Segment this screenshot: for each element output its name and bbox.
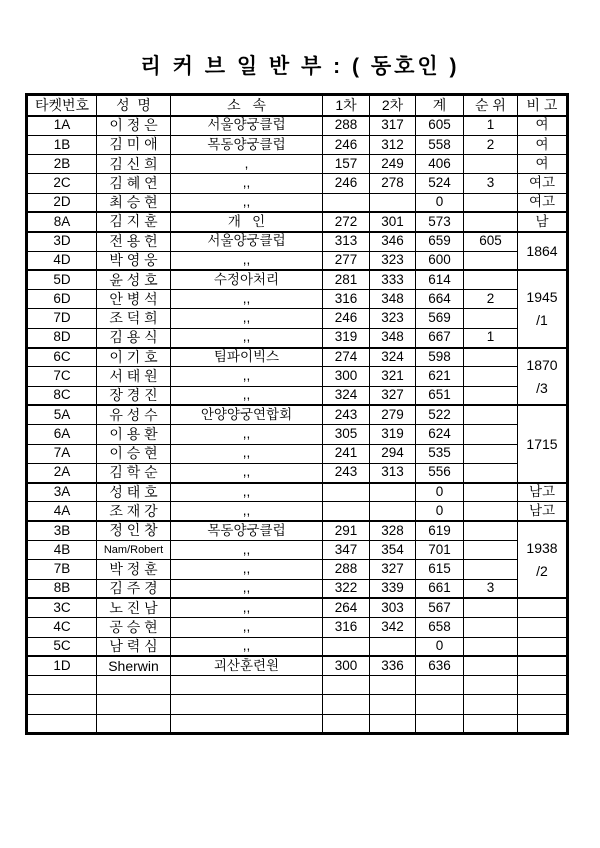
cell-round1: 246 — [323, 174, 370, 193]
cell-note — [518, 656, 568, 675]
cell-total: 0 — [416, 483, 464, 502]
cell-round1: 243 — [323, 463, 370, 482]
cell-total: 615 — [416, 560, 464, 579]
cell-round2: 321 — [370, 367, 416, 386]
cell-rank — [464, 155, 518, 174]
cell-target: 7D — [27, 309, 97, 328]
cell-rank — [464, 367, 518, 386]
cell-target: 3C — [27, 598, 97, 617]
cell-club: ,, — [171, 328, 323, 347]
cell-rank: 1 — [464, 328, 518, 347]
cell-round2 — [370, 695, 416, 714]
cell-name: 이 승 현 — [97, 444, 171, 463]
cell-target: 8B — [27, 579, 97, 598]
cell-round1: 281 — [323, 270, 370, 289]
cell-name: Nam/Robert — [97, 541, 171, 560]
cell-target: 8A — [27, 212, 97, 231]
cell-round2 — [370, 502, 416, 521]
cell-round1: 272 — [323, 212, 370, 231]
cell-club: 괴산훈련원 — [171, 656, 323, 675]
cell-round1: 241 — [323, 444, 370, 463]
cell-target: 2D — [27, 193, 97, 212]
cell-club: ,, — [171, 290, 323, 309]
cell-rank: 3 — [464, 174, 518, 193]
cell-club: ,, — [171, 463, 323, 482]
cell-name — [97, 695, 171, 714]
cell-name — [97, 714, 171, 733]
cell-club: ,, — [171, 367, 323, 386]
cell-club: 서울양궁클럽 — [171, 116, 323, 135]
cell-note: 1938 /2 — [518, 521, 568, 598]
cell-round1: 316 — [323, 618, 370, 637]
cell-target: 6C — [27, 348, 97, 367]
table-row — [27, 618, 568, 637]
cell-note: 1715 — [518, 405, 568, 482]
cell-club: ,, — [171, 579, 323, 598]
score-table-header — [27, 95, 568, 117]
cell-round1: 277 — [323, 251, 370, 270]
cell-note — [518, 637, 568, 656]
cell-note — [518, 676, 568, 695]
cell-rank: 3 — [464, 579, 518, 598]
cell-rank — [464, 425, 518, 444]
cell-round1: 246 — [323, 135, 370, 154]
cell-target: 2C — [27, 174, 97, 193]
cell-rank — [464, 212, 518, 231]
table-row — [27, 212, 568, 231]
table-row — [27, 695, 568, 714]
cell-target: 6D — [27, 290, 97, 309]
cell-name: 서 태 원 — [97, 367, 171, 386]
cell-note: 남고 — [518, 483, 568, 502]
cell-note: 여 — [518, 135, 568, 154]
cell-club: 서울양궁클럽 — [171, 232, 323, 251]
cell-round2: 312 — [370, 135, 416, 154]
cell-club: ,, — [171, 386, 323, 405]
table-row — [27, 290, 568, 309]
cell-total: 0 — [416, 193, 464, 212]
cell-total: 558 — [416, 135, 464, 154]
cell-target — [27, 676, 97, 695]
cell-name: 안 병 석 — [97, 290, 171, 309]
cell-rank — [464, 521, 518, 540]
cell-club: ,, — [171, 444, 323, 463]
cell-round2: 323 — [370, 309, 416, 328]
cell-round1: 291 — [323, 521, 370, 540]
cell-rank — [464, 444, 518, 463]
cell-rank — [464, 386, 518, 405]
cell-round2: 346 — [370, 232, 416, 251]
header-affiliation: 소 속 — [171, 95, 323, 117]
cell-round2: 317 — [370, 116, 416, 135]
cell-target: 6A — [27, 425, 97, 444]
cell-round2: 279 — [370, 405, 416, 424]
cell-round1: 157 — [323, 155, 370, 174]
cell-note: 1870 /3 — [518, 348, 568, 406]
cell-note — [518, 714, 568, 733]
table-row — [27, 348, 568, 367]
cell-round2 — [370, 637, 416, 656]
cell-target — [27, 714, 97, 733]
header-round2: 2차 — [370, 95, 416, 117]
cell-rank — [464, 348, 518, 367]
cell-name: 전 용 헌 — [97, 232, 171, 251]
cell-target: 3D — [27, 232, 97, 251]
cell-rank — [464, 193, 518, 212]
cell-name: 김 미 애 — [97, 135, 171, 154]
cell-round2: 354 — [370, 541, 416, 560]
cell-club — [171, 676, 323, 695]
cell-note: 1864 — [518, 232, 568, 271]
cell-target: 7A — [27, 444, 97, 463]
cell-total: 614 — [416, 270, 464, 289]
cell-club: 팀파이빅스 — [171, 348, 323, 367]
cell-note: 여고 — [518, 193, 568, 212]
table-row — [27, 155, 568, 174]
cell-total: 573 — [416, 212, 464, 231]
cell-round1: 322 — [323, 579, 370, 598]
cell-round2: 301 — [370, 212, 416, 231]
cell-name: 김 혜 연 — [97, 174, 171, 193]
cell-note: 여 — [518, 116, 568, 135]
cell-round2: 348 — [370, 290, 416, 309]
cell-round2: 303 — [370, 598, 416, 617]
cell-total: 619 — [416, 521, 464, 540]
cell-round1: 305 — [323, 425, 370, 444]
cell-rank: 605 — [464, 232, 518, 251]
cell-rank — [464, 656, 518, 675]
header-target-number: 타켓번호 — [27, 95, 97, 117]
cell-name: 공 승 현 — [97, 618, 171, 637]
cell-rank — [464, 676, 518, 695]
cell-name: 남 력 심 — [97, 637, 171, 656]
cell-club — [171, 714, 323, 733]
table-row — [27, 444, 568, 463]
cell-target: 4A — [27, 502, 97, 521]
table-row — [27, 328, 568, 347]
cell-total: 567 — [416, 598, 464, 617]
cell-round1: 246 — [323, 309, 370, 328]
cell-round2: 339 — [370, 579, 416, 598]
cell-name: 박 정 훈 — [97, 560, 171, 579]
cell-rank — [464, 502, 518, 521]
cell-total: 524 — [416, 174, 464, 193]
cell-round2: 348 — [370, 328, 416, 347]
cell-name: 김 용 식 — [97, 328, 171, 347]
cell-note — [518, 695, 568, 714]
cell-round2: 294 — [370, 444, 416, 463]
cell-round1: 316 — [323, 290, 370, 309]
cell-rank — [464, 618, 518, 637]
cell-rank — [464, 598, 518, 617]
cell-note: 남 — [518, 212, 568, 231]
cell-round1 — [323, 483, 370, 502]
cell-name: 성 태 호 — [97, 483, 171, 502]
cell-round1: 347 — [323, 541, 370, 560]
cell-name: 윤 성 호 — [97, 270, 171, 289]
cell-total: 651 — [416, 386, 464, 405]
cell-rank — [464, 695, 518, 714]
cell-target: 5C — [27, 637, 97, 656]
cell-round2: 319 — [370, 425, 416, 444]
table-row — [27, 676, 568, 695]
cell-round2: 249 — [370, 155, 416, 174]
cell-total: 701 — [416, 541, 464, 560]
cell-total: 0 — [416, 502, 464, 521]
cell-target: 4C — [27, 618, 97, 637]
cell-club: ,, — [171, 193, 323, 212]
cell-round1 — [323, 637, 370, 656]
table-row — [27, 135, 568, 154]
cell-round2: 328 — [370, 521, 416, 540]
cell-name: 박 영 웅 — [97, 251, 171, 270]
cell-target — [27, 695, 97, 714]
cell-round2: 323 — [370, 251, 416, 270]
cell-round2: 336 — [370, 656, 416, 675]
cell-target: 1D — [27, 656, 97, 675]
cell-round2 — [370, 676, 416, 695]
cell-club: 목동양궁클럽 — [171, 521, 323, 540]
cell-target: 7C — [27, 367, 97, 386]
cell-club: ,, — [171, 618, 323, 637]
cell-club: ,, — [171, 309, 323, 328]
cell-name: 김 지 훈 — [97, 212, 171, 231]
table-row — [27, 386, 568, 405]
cell-rank — [464, 270, 518, 289]
cell-total — [416, 695, 464, 714]
table-row — [27, 541, 568, 560]
cell-total: 556 — [416, 463, 464, 482]
cell-club: ,, — [171, 541, 323, 560]
cell-club: ,, — [171, 598, 323, 617]
cell-name — [97, 676, 171, 695]
cell-club: ,, — [171, 637, 323, 656]
header-name: 성 명 — [97, 95, 171, 117]
cell-total: 522 — [416, 405, 464, 424]
cell-name: 조 재 강 — [97, 502, 171, 521]
cell-club: 수정아처리 — [171, 270, 323, 289]
page-title: 리 커 브 일 반 부 : ( 동호인 ) — [140, 55, 460, 78]
header-row — [27, 95, 568, 117]
cell-club: , — [171, 155, 323, 174]
cell-target: 2A — [27, 463, 97, 482]
cell-rank: 2 — [464, 290, 518, 309]
cell-total: 569 — [416, 309, 464, 328]
cell-total: 535 — [416, 444, 464, 463]
cell-round2 — [370, 193, 416, 212]
cell-round2: 313 — [370, 463, 416, 482]
cell-total: 636 — [416, 656, 464, 675]
cell-name: 이 정 은 — [97, 116, 171, 135]
cell-target: 5D — [27, 270, 97, 289]
cell-name: 조 덕 희 — [97, 309, 171, 328]
cell-name: 최 승 현 — [97, 193, 171, 212]
cell-club: 개 인 — [171, 212, 323, 231]
cell-target: 1B — [27, 135, 97, 154]
cell-round1: 288 — [323, 560, 370, 579]
cell-round1: 243 — [323, 405, 370, 424]
table-row — [27, 309, 568, 328]
cell-round1: 274 — [323, 348, 370, 367]
cell-rank — [464, 541, 518, 560]
cell-rank — [464, 714, 518, 733]
table-row — [27, 367, 568, 386]
cell-note — [518, 598, 568, 617]
cell-round1: 313 — [323, 232, 370, 251]
cell-note — [518, 618, 568, 637]
cell-rank — [464, 405, 518, 424]
cell-name: 김 신 희 — [97, 155, 171, 174]
cell-rank: 2 — [464, 135, 518, 154]
cell-target: 5A — [27, 405, 97, 424]
cell-round1: 264 — [323, 598, 370, 617]
cell-name: 정 인 창 — [97, 521, 171, 540]
cell-round1: 288 — [323, 116, 370, 135]
cell-total: 600 — [416, 251, 464, 270]
cell-target: 4D — [27, 251, 97, 270]
cell-name: 유 성 수 — [97, 405, 171, 424]
cell-name: 김 학 순 — [97, 463, 171, 482]
cell-round1: 300 — [323, 367, 370, 386]
cell-rank — [464, 637, 518, 656]
table-row — [27, 463, 568, 482]
table-row — [27, 656, 568, 675]
cell-club: ,, — [171, 425, 323, 444]
cell-round2: 333 — [370, 270, 416, 289]
cell-rank — [464, 251, 518, 270]
table-row — [27, 251, 568, 270]
cell-target: 1A — [27, 116, 97, 135]
table-row — [27, 637, 568, 656]
table-row — [27, 193, 568, 212]
table-row — [27, 560, 568, 579]
cell-round1 — [323, 193, 370, 212]
table-row — [27, 521, 568, 540]
cell-round1: 300 — [323, 656, 370, 675]
cell-round2 — [370, 714, 416, 733]
cell-round1: 324 — [323, 386, 370, 405]
cell-name: 이 용 환 — [97, 425, 171, 444]
cell-round1: 319 — [323, 328, 370, 347]
cell-target: 3A — [27, 483, 97, 502]
cell-name: 노 진 남 — [97, 598, 171, 617]
cell-round2: 278 — [370, 174, 416, 193]
cell-total: 406 — [416, 155, 464, 174]
cell-target: 8C — [27, 386, 97, 405]
cell-club: ,, — [171, 174, 323, 193]
cell-target: 2B — [27, 155, 97, 174]
cell-total: 667 — [416, 328, 464, 347]
cell-club: ,, — [171, 560, 323, 579]
cell-rank — [464, 560, 518, 579]
table-row — [27, 483, 568, 502]
cell-name: 장 경 진 — [97, 386, 171, 405]
cell-round2 — [370, 483, 416, 502]
table-row — [27, 116, 568, 135]
cell-club — [171, 695, 323, 714]
cell-target: 7B — [27, 560, 97, 579]
cell-target: 8D — [27, 328, 97, 347]
score-table-body — [27, 116, 568, 734]
cell-note: 여 — [518, 155, 568, 174]
table-row — [27, 714, 568, 733]
cell-round1 — [323, 695, 370, 714]
table-row — [27, 579, 568, 598]
header-total: 계 — [416, 95, 464, 117]
cell-total: 658 — [416, 618, 464, 637]
table-row — [27, 405, 568, 424]
cell-round1 — [323, 502, 370, 521]
header-rank: 순 위 — [464, 95, 518, 117]
cell-rank — [464, 463, 518, 482]
cell-total: 659 — [416, 232, 464, 251]
cell-club: 안양양궁연합회 — [171, 405, 323, 424]
cell-total — [416, 676, 464, 695]
cell-target: 4B — [27, 541, 97, 560]
cell-name: Sherwin — [97, 656, 171, 675]
cell-club: ,, — [171, 483, 323, 502]
cell-note: 남고 — [518, 502, 568, 521]
cell-rank — [464, 483, 518, 502]
cell-note: 1945 /1 — [518, 270, 568, 347]
cell-total: 664 — [416, 290, 464, 309]
table-row — [27, 502, 568, 521]
table-row — [27, 232, 568, 251]
cell-rank — [464, 309, 518, 328]
cell-round2: 324 — [370, 348, 416, 367]
cell-round2: 327 — [370, 386, 416, 405]
table-row — [27, 425, 568, 444]
cell-club: ,, — [171, 502, 323, 521]
table-row — [27, 174, 568, 193]
cell-total: 598 — [416, 348, 464, 367]
cell-total: 621 — [416, 367, 464, 386]
table-row — [27, 270, 568, 289]
table-row — [27, 598, 568, 617]
cell-total — [416, 714, 464, 733]
cell-rank: 1 — [464, 116, 518, 135]
cell-name: 김 주 경 — [97, 579, 171, 598]
cell-target: 3B — [27, 521, 97, 540]
cell-total: 605 — [416, 116, 464, 135]
cell-note: 여고 — [518, 174, 568, 193]
cell-round2: 327 — [370, 560, 416, 579]
cell-round2: 342 — [370, 618, 416, 637]
cell-total: 624 — [416, 425, 464, 444]
header-round1: 1차 — [323, 95, 370, 117]
cell-club: ,, — [171, 251, 323, 270]
header-remarks: 비 고 — [518, 95, 568, 117]
cell-total: 0 — [416, 637, 464, 656]
score-table — [25, 93, 569, 735]
cell-round1 — [323, 676, 370, 695]
cell-round1 — [323, 714, 370, 733]
cell-name: 이 기 호 — [97, 348, 171, 367]
cell-club: 목동양궁클럽 — [171, 135, 323, 154]
cell-total: 661 — [416, 579, 464, 598]
